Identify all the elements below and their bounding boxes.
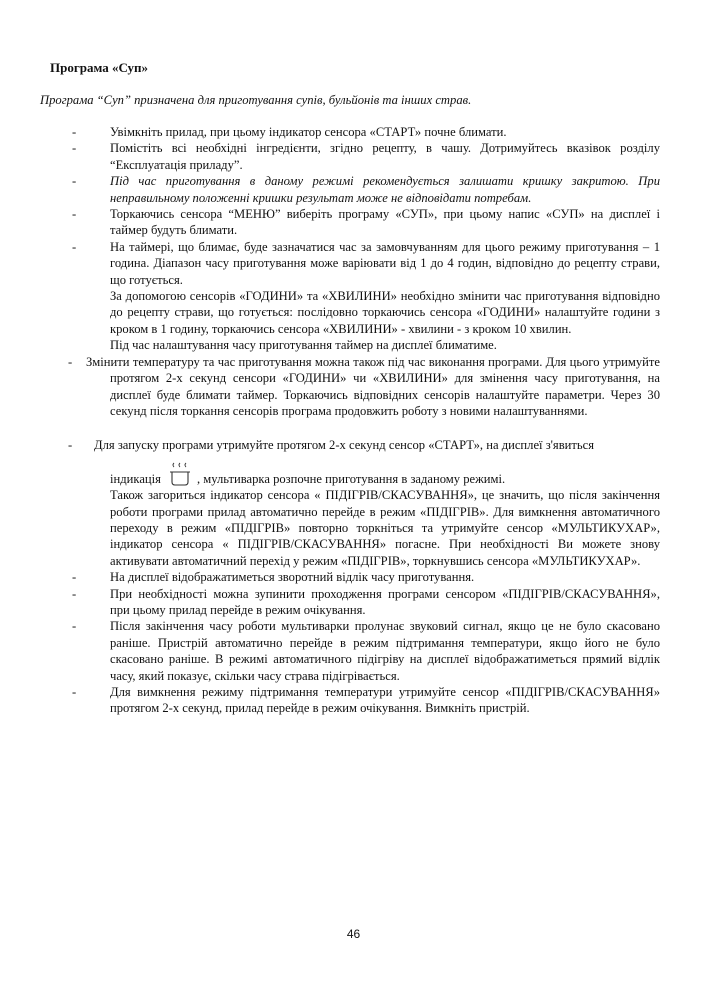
list-dash: - — [72, 570, 77, 585]
list-dash: - — [72, 174, 77, 189]
list-item — [68, 437, 660, 569]
list-item — [72, 173, 660, 206]
indicator-text: , мультиварка розпочне приготування в заданому режимі. — [196, 471, 506, 486]
list-dash: - — [72, 125, 77, 139]
item-text: На дисплеї відображатиметься зворотний відлік часу приготування. — [110, 570, 475, 585]
item-text: Для вимкнення режиму підтримання температури утримуйте сенсор «ПІДІГРІВ/СКАСУВАННЯ» протягом 2-х секунд, прилад перейде в режим очікування. Вимкніть пристрій. — [110, 685, 660, 716]
list-item — [72, 684, 660, 717]
item-text: При необхідності можна зупинити проходження програми сенсором «ПІДІГРІВ/СКАСУВАННЯ», при цьому прилад перейде в режим очікування. — [110, 586, 660, 617]
time-setting-note: Під час налаштування часу приготування таймер на дисплеї блиматиме. — [110, 338, 497, 353]
instruction-list — [0, 124, 707, 717]
list-dash: - — [68, 438, 73, 453]
list-item — [72, 140, 660, 173]
page-number: 46 — [346, 927, 361, 941]
item-text: Для запуску програми утримуйте протягом 2-х секунд сенсор «СТАРТ», на дисплеї з'явиться — [94, 438, 595, 453]
list-dash: - — [72, 619, 77, 634]
indicator-line — [110, 462, 660, 487]
list-item — [72, 586, 660, 619]
item-text: На таймері, що блимає, буде зазначатися час за замовчуванням для цього режиму приготування – 1 година. Діапазон часу приготування може варіювати від 1 до 4 годин, відповідно до рецепту страви, що готується. — [110, 239, 660, 287]
item-text: Торкаючись сенсора “МЕНЮ” виберіть програму «СУП», при цьому напис «СУП» на дисплеї і таймер будуть блимати. — [110, 207, 660, 238]
item-text: Увімкніть прилад, при цьому індикатор сенсора «СТАРТ» почне блимати. — [110, 125, 507, 139]
cooking-pot-icon — [165, 462, 195, 486]
item-text: Змінити температуру та час приготування можна також під час виконання програми. Для цього утримуйте протягом 2-х секунд сенсори «ГОДИНИ» чи «ХВИЛИНИ» для змінення часу приготування, на дисплеї буде блимати таймер. Торкаючись відповідних сенсорів налаштуйте параметри. Через 30 секунд після торкання сенсорів програма продовжить роботу з новими налаштуваннями. — [86, 354, 660, 418]
page-title: Програма «Суп» — [50, 60, 149, 75]
list-dash: - — [72, 207, 77, 222]
list-dash: - — [68, 354, 73, 369]
list-dash: - — [72, 685, 77, 699]
list-item — [72, 569, 660, 585]
list-item — [72, 239, 660, 354]
list-dash: - — [72, 586, 77, 601]
list-dash: - — [72, 239, 77, 254]
item-text: Під час приготування в даному режимі рекомендується залишати кришку закритою. При неправильному положенні кришки результат може не відповідати потребам. — [110, 174, 660, 205]
list-dash: - — [72, 141, 77, 156]
list-item — [72, 618, 660, 684]
list-item — [72, 124, 660, 140]
program-intro: Програма “Суп” призначена для приготування супів, бульйонів та інших страв. — [40, 93, 472, 107]
list-item — [72, 206, 660, 239]
keep-warm-paragraph: Також загориться індикатор сенсора « ПІДІГРІВ/СКАСУВАННЯ», це значить, що після закінчення роботи програми прилад автоматично перейде в режим «ПІДІГРІВ». Для вимкнення автоматичного переходу в режим «ПІДІГРІВ» повторно торкніться та утримуйте сенсор «МУЛЬТИКУХАР», індикатор сенсора « ПІДІГРІВ/СКАСУВАННЯ» погасне. При необхідності Ви можете знову активувати автоматичний перехід у режим «ПІДІГРІВ», торкнувшись сенсора «МУЛЬТИКУХАР». — [110, 488, 660, 568]
spacer — [0, 419, 707, 437]
item-text: Помістіть всі необхідні інгредієнти, згідно рецепту, в чашу. Дотримуйтесь вказівок розділу “Експлуатація приладу”. — [110, 141, 660, 172]
time-setting-paragraph: За допомогою сенсорів «ГОДИНИ» та «ХВИЛИНИ» необхідно змінити час приготування відповідно до рецепту страви, що готується: послідовно торкаючись сенсора «ГОДИНИ» налаштуйте години з кроком в 1 годину, торкаючись сенсора «ХВИЛИНИ» - хвилини - з кроком 10 хвилин. — [110, 289, 660, 336]
indicator-label: індикація — [110, 471, 161, 486]
list-item — [68, 354, 660, 420]
item-text: Після закінчення часу роботи мультиварки пролунає звуковий сигнал, якщо це не було скасовано раніше. Пристрій автоматично перейде в режим підтримання температури, якщо його не було скасовано раніше. В режимі автоматичного підігріву на дисплеї відображатиметься прямий відлік часу, який показує, скільки часу страва підігрівається. — [110, 619, 660, 683]
